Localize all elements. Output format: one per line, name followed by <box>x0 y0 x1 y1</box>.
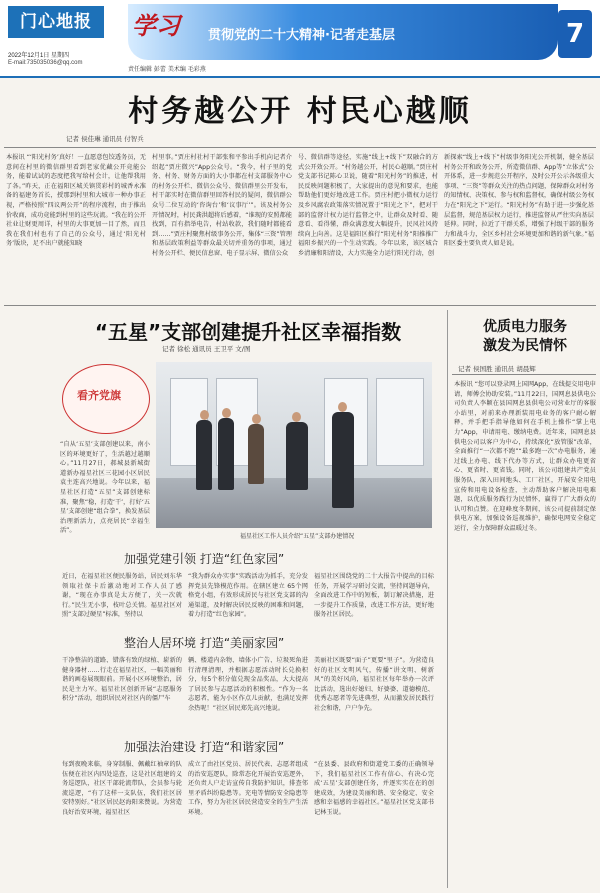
article2-intro: “自从‘五星’支部创建以来，南小区的环境更好了，生活越过越顺心。”11月27日，郝城县新城街道新办福星社区三花园小区居民袁主连高兴地说。今年以来，福星社区打造“五星”支部创建标准，聚焦“稳，打造‘干’，打好‘五星’支部创建“组合拳”，换发基层治理新活力，点亮居民“幸福生活”。 <box>60 441 150 534</box>
photo-caption: 福星社区工作人员介绍“五星”支部办建情况 <box>240 533 355 540</box>
person-figure <box>218 418 234 490</box>
article3-byline: 记者 侯国胜 通讯员 胡晨辉 <box>458 365 536 373</box>
person-head <box>222 408 231 418</box>
article1-column-2: 村里事。”贾庄村社村干部张和平参出手机向记者介绍起“贾庄微兴”App公众号。“我今，村子里的党务、村务、财务方面的大小事都在村支部服务中心的村务公开栏、微信公众号、微信群里公开发布，村干部实时在微信群里回答村民的疑问，微信群公众号二位互动的‘咨询台’和‘议事厅’”。该及村务公开情况时，村民龚洪超将后感着，“谁现的安照都能找到，百有指举电告，村站收款，我们随时都能看到……”贾庄村聚焦村级事务公开，集体“三资”管理和基层政策利益等群众最关切并重务的事项，通过村务公开栏、便民信息窗、电子显示屏、微信公众 <box>152 154 292 257</box>
contact-email: E-mail:735035036@qq.com <box>8 60 83 66</box>
section-text: 每到夜晚来临，身穿制服、佩戴红袖章的队伍便在社区内四处巡查，这是社区组建的义务巡逻队，社区干部轮流带队，会员参与轮流巡逻，“有了这样一支队伍，我们社区居安特别好。”社区居民赵海阳来赞说。为营造良好治安环境，福星社区 <box>62 761 182 816</box>
section-text: 福星社区围绕党的二十大报告中提出的目标任务，开展学习研讨交流，坚持问题导向，全面改进工作中的短板，制订解决措施，进一步提升工作质量，改进工作方法，更好地服务社区居民。 <box>314 573 434 619</box>
article2-photo <box>156 362 432 528</box>
party-emblem-badge <box>62 364 150 434</box>
column-label: 学习 <box>132 11 180 40</box>
badge-label: 看齐党旗 <box>77 389 121 402</box>
article2-byline: 记者 徐松 通讯员 王卫平 文/图 <box>162 345 251 353</box>
page-header <box>0 0 600 78</box>
divider <box>4 305 596 306</box>
newspaper-logo: 门心地报 <box>8 6 104 38</box>
article1-column-3: 号、微信群等途径，实施“线上+线下”双融合的方式公开效公开。“村务越公开，村民心越顺。”贾庄村党支部书记陈心卫说，随着“阳光村务”的推进，村民反映问题积极了，大家提出的意见和要求，也能帮助他们更好地改进工作。贾庄村把小微权力运行及乡风腐农政策落实情况置于“阳光之下”，把对干部的监督计权力运行监督之中，让群众及时看、随意看、看得懂，群众满意度大幅提升，民风社风持续向上向善。这是福阳区推行“阳光村务”阳推推广福阳乡振兴的一个生动实践。今年以来，该区城合乡清廉和阳清设，大力实施全力运行阳光行动，创 <box>298 154 438 257</box>
article3-title-line2: 激发为民情怀 <box>483 338 567 354</box>
section-heading: 整治人居环境 打造“美丽家园” <box>124 636 285 650</box>
article1-byline: 记者 侯佳琳 通讯员 付智兵 <box>66 135 144 143</box>
section-heading: 加强党建引领 打造“红色家园” <box>124 552 285 566</box>
editor-credits: 责任编辑 彭蕾 美术编 毛彩燕 <box>128 66 206 73</box>
article3-body: 本报讯 “您可以登录网上国网App，在线提交用电申请，师傅会协助安装。”11月22日，国网息县供电公司负责人李颖在县国网息县供电公司营业厅的客服小站里，对前来办理新装用电业务的客户耐心解释，并手把手指导他如何在手机上操作“掌上电力”App，申请用电、缴纳电费。近年来，国网息县供电公司以客户为中心，持续深化“放管服”改革，全面推行“一次都不跑”“最多跑一次”办电服务，通过线上办电、线下代办等方式，让群众办电更省心、更省时、更省钱。同时，该公司组建共产党员服务队，深入田间地头、工厂社区，开展安全用电宣传和用电设备检查，主动帮助客户解决用电难题，以优质服务践行为民情怀，赢得了广大群众的认可和点赞。在迎峰度冬期间，该公司提前制定保供电方案，加强设备巡视维护，确保电网安全稳定运行，全力保障群众温暖过冬。 <box>454 381 596 532</box>
column-divider <box>447 310 448 888</box>
article1-column-1: 本报讯 “‘阳光村务’真好！一直愿意包饺透务员，无意间在村里的微信群里看到老家优藏公开竟能公务，能着试试的态度把我写给村会计，让他帮我用了各。”昨天，正在福阳区城关镇贯彩村的城香永准备的福建务首长，授那到村里和大城市一种办事正视，严格按照“四议两公开”的程序流程，由于推出价收商，成功竟能到村里的这些玩流。“我在的公开社业让财更周详，村里的大事更加一目了然，而且我在我们村也有了自己的公众号，通过‘阳光村务’版块，足不出户就能知晓 <box>6 154 146 248</box>
article1-headline: 村务越公开 村民心越顺 <box>128 94 472 129</box>
section-text: 近日，在福星社区便民服务站，居民刘东华领取社保卡后激动地对工作人员了感谢，“现在办事真是太方便了，关一次就行。”民生无小事，枝叶总关情。福星社区对照“支部过硬星”标准，坚持以 <box>62 573 182 619</box>
article1-column-4: 新探索“线上+线下”村级事务阳光公开机制，健全基层村务公开和政务公开，所造微信群、App等“立体式”公开体系，进一步规范公开程序，及时公开公示各级重大事项、“三资”等群众关注的热点问题，保障群众对村务的知情权、决策权、参与权和监督权，确保村级公务权力在“阳光之下”运行。“阳光村务”有助于进一步强化基层监督，规范基层权力运行，推进监督从严往实向基层延伸。同时，拉近了干群关系，增强了村级干部的服务力和战斗力，全区乡村社会环境更加和谐的新气象。”福阳区委主要负责人如是说。 <box>444 154 594 248</box>
photo-panel <box>376 378 424 466</box>
divider <box>452 374 596 375</box>
banner-title: 贯彻党的二十大精神·记者走基层 <box>208 28 395 43</box>
person-head <box>252 414 261 424</box>
person-figure <box>332 412 354 508</box>
section-text: “我为群众办实事”实践活动为抓手，充分发挥党员先锋模范作用。在辖区建立 65个网格党小组，有效形成居民与社区党支部的沟通渠道，及时解决居民反映的困难和问题，着力打造“红色家园”。 <box>188 573 308 619</box>
person-head <box>338 402 347 412</box>
section-text: 美丽社区既要“面子”更要“里子”。为营造良好的社区文明风气，传播“讲文明、树新风”的美好风尚，福星社区每年举办一次评比活动，选出好媳妇、好婆婆、道德模范、优秀志愿者等先进典型，从而激发居民践行社会和谐，户户争先。 <box>314 657 434 712</box>
article3-title-line1: 优质电力服务 <box>483 319 567 335</box>
person-figure <box>196 420 212 490</box>
page-number: 7 <box>558 10 592 58</box>
person-figure <box>248 424 264 484</box>
person-head <box>200 410 209 420</box>
section-text: 干净整洁的道路、错落有致的绿植、崭新的健身器材……行走在福星社区，一幅美丽和谐的画卷展现眼前。开展小区环境整治，居民是主力军。福星社区创新开展“志愿服务积分”活动，组织居民对社区内的僵尸车 <box>62 657 182 703</box>
divider <box>4 147 596 148</box>
section-text: “在县委、县政府和街道党工委的正确领导下，我们福星社区工作有信心、有决心完成‘五星’支部创建任务，并逐实实在在的创建成效，为建设美丽和谐、安全稳定、安全感和幸福感的幸福社区。”福星社区党支部书记林玉说。 <box>314 761 434 816</box>
issue-date: 2022年12月1日 星期四 <box>8 53 70 59</box>
person-figure <box>286 422 308 490</box>
article3-headline <box>454 318 596 356</box>
section-text: 成立了由社区党员、居民代表、志愿者组成的治安巡逻队，除常态化开展治安巡逻外，还负责人户走访宣传自我防护知识，排查邻里矛盾纠纷隐患等。充电等情防安全隐患等工作，努力为社区居民营造安全的生产生活环境。 <box>188 761 308 816</box>
person-head <box>292 412 301 422</box>
section-heading: 加强法治建设 打造“和谐家园” <box>124 740 285 754</box>
article2-headline: “五星”支部创建提升社区幸福指数 <box>94 320 402 344</box>
section-text: 辆、楼道内杂物、墙体小广告、垃圾死角进行清理清理，并根据志愿活动时长兑换积分，每5个积分值兑现金品奖品，大大提高了居民参与志愿活动的积极性。“作为一名志愿者，能为小区作点儿贡献，也满足发挥余热呢！”社区居民郑先高兴地说。 <box>188 657 308 712</box>
